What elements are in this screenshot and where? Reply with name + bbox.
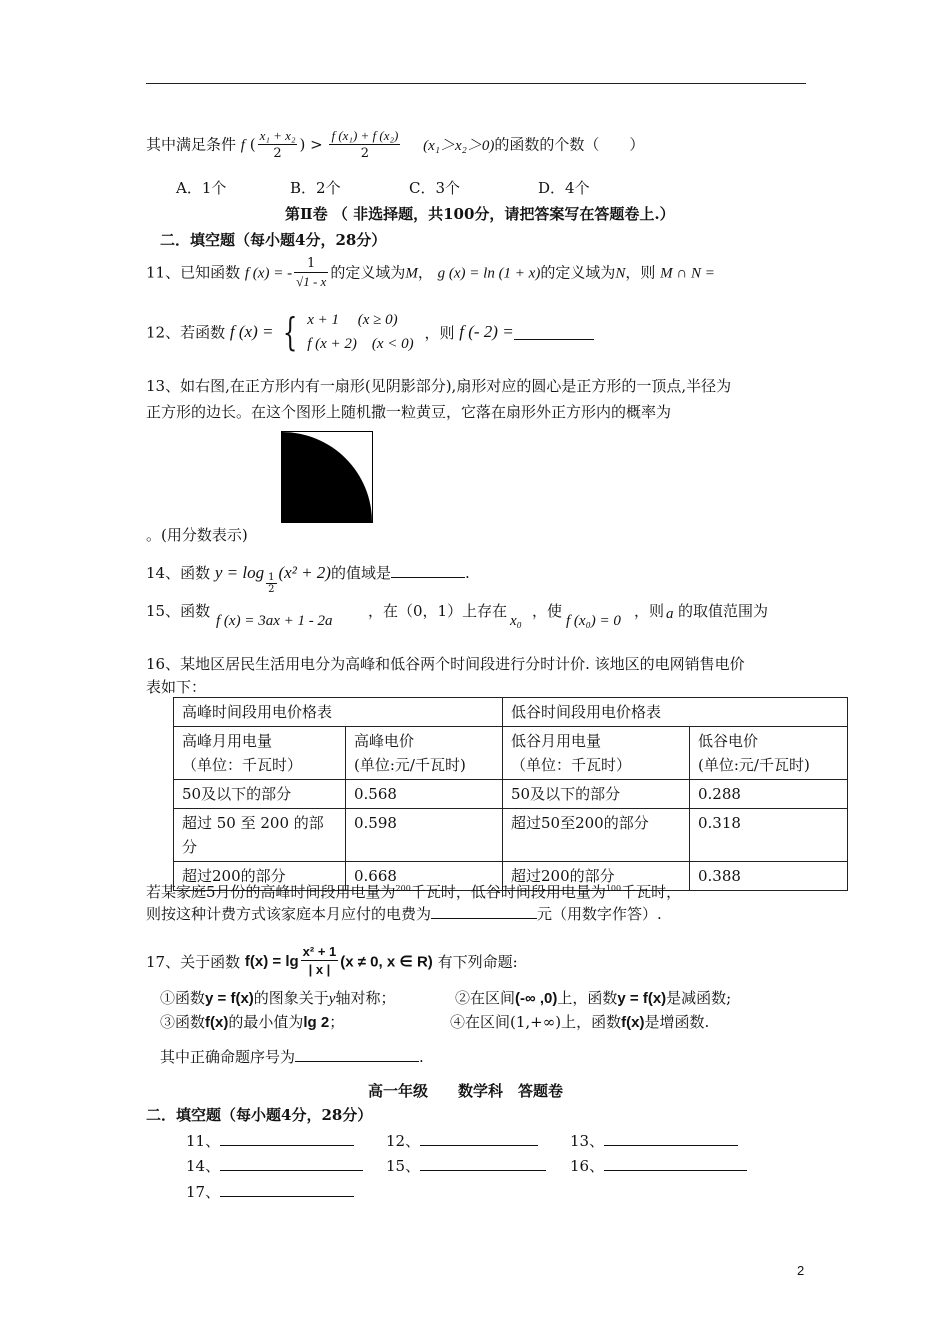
table-row <box>174 780 848 809</box>
col-head-peak-price: 高峰电价 (单位:元/千瓦时) <box>346 727 503 780</box>
answer-line <box>220 1131 354 1146</box>
q15-expr-fx0: f (x₀) = 0 <box>566 613 621 629</box>
answer-line <box>604 1156 747 1171</box>
q11-fraction: $\frac{1}{√1 - x}$ <box>296 256 327 289</box>
answer-slot-15: 15、 <box>386 1155 546 1176</box>
q15-text-e: 的取值范围为 <box>678 602 769 620</box>
answer-line <box>220 1182 354 1197</box>
q12-answer-blank <box>514 325 594 340</box>
q16-line3: 若某家庭5月份的高峰时间段用电量为$^{200}$千瓦时，低谷时间段用电量为$^{100}$千瓦时， <box>146 883 682 901</box>
question-14: 14、函数 y = log $\frac{1}{2}$ (x² + 2)的值域是 . <box>146 563 470 595</box>
q15-x0: x₀ <box>510 613 522 629</box>
q10-option-b: B．2个 <box>290 179 341 197</box>
q13-line3: 。(用分数表示) <box>146 526 248 544</box>
table-cell: 0.568 <box>346 780 503 809</box>
sector-in-square-figure <box>281 431 373 523</box>
col-head-valley-price: 低谷电价 (单位:元/千瓦时) <box>690 727 848 780</box>
table-row <box>174 727 848 780</box>
table-cell: 50及以下的部分 <box>174 780 346 809</box>
q15-expr-f: f (x) = 3ax + 1 - 2a <box>216 613 333 629</box>
answer-line <box>604 1131 738 1146</box>
table-cell: 50及以下的部分 <box>503 780 690 809</box>
header-valley: 低谷时间段用电价格表 <box>503 698 848 727</box>
table-cell: 超过200的部分 <box>174 862 346 891</box>
q13-line1: 13、如右图,在正方形内有一扇形(见阴影部分),扇形对应的圆心是正方形的一顶点,半径为 <box>146 377 732 395</box>
answer-line <box>420 1131 538 1146</box>
q14-answer-blank <box>391 563 465 578</box>
q17-fraction: $\frac{\text{x² + 1}}{| x |}$ <box>302 944 337 977</box>
q15-text-c: ，使 <box>532 602 563 620</box>
part2-title: 第Ⅱ卷 （ 非选择题，共100分，请把答案写在答题卷上.） <box>285 205 675 223</box>
q17-proposition-3: ③函数f(x)的最小值为lg 2； <box>160 1013 345 1031</box>
q17-answer-blank <box>295 1047 419 1062</box>
answer-slot-12: 12、 <box>386 1130 538 1151</box>
q14-log-base: $\frac{1}{2}$ <box>268 572 275 595</box>
question-12: 12、若函数 f (x) = { x + 1 (x ≥ 0) f (x + 2) (x < 0) ，则 f (- 2) = <box>146 308 594 356</box>
q17-proposition-4: ④在区间(1,+∞)上，函数f(x)是增函数. <box>450 1013 710 1031</box>
answer-slot-16: 16、 <box>570 1155 747 1176</box>
table-row <box>174 809 848 862</box>
electricity-price-table <box>173 697 848 891</box>
q16-line1: 16、某地区居民生活用电分为高峰和低谷两个时间段进行分时计价. 该地区的电网销售电价 <box>146 655 745 673</box>
table-cell: 0.668 <box>346 862 503 891</box>
table-cell: 超过50至200的部分 <box>503 809 690 862</box>
question-17: 17、关于函数 f(x) = lg $\frac{\text{x² + 1}}{| x |}$ (x ≠ 0, x ∈ R) 有下列命题: <box>146 944 518 977</box>
q15-text-b: ，在（0，1）上存在 <box>368 602 508 620</box>
answer-slot-11: 11、 <box>186 1130 354 1151</box>
col-head-valley-usage: 低谷月用电量 （单位：千瓦时） <box>503 727 690 780</box>
page-number: 2 <box>797 1263 805 1278</box>
section-fill-heading: 二．填空题（每小题4分，28分） <box>160 231 387 249</box>
table-cell: 0.318 <box>690 809 848 862</box>
q10-option-d: D．4个 <box>538 179 590 197</box>
answer-slot-13: 13、 <box>570 1130 738 1151</box>
table-cell: 0.388 <box>690 862 848 891</box>
q10-lhs-fraction: $\frac{\text{x₁ + x₂}}{2}$ <box>259 128 296 161</box>
header-peak: 高峰时间段用电价格表 <box>174 698 503 727</box>
answer-slot-14: 14、 <box>186 1155 363 1176</box>
q13-line2: 正方形的边长。在这个图形上随机撒一粒黄豆，它落在扇形外正方形内的概率为 <box>146 403 672 421</box>
q10-condition-line: 其中满足条件 f ( $\frac{\text{x₁ + x₂}}{2}$ ) > $\frac{\text{f (x₁) + f (x₂)}}{2}$ (x₁＞x₂＞0)的函数的个数（ ） <box>146 128 645 161</box>
table-cell: 超过200的部分 <box>503 862 690 891</box>
q16-line4: 则按这种计费方式该家庭本月应付的电费为 元（用数字作答）. <box>146 905 662 923</box>
answer-line <box>220 1156 363 1171</box>
answer-line <box>420 1156 546 1171</box>
q17-closing: 其中正确命题序号为 . <box>160 1048 424 1066</box>
q10-rhs-fraction: $\frac{\text{f (x₁) + f (x₂)}}{2}$ <box>331 128 399 161</box>
q15-var-a: a <box>666 606 674 622</box>
q10-option-c: C．3个 <box>409 179 461 197</box>
table-cell: 0.288 <box>690 780 848 809</box>
answer-sheet-title: 高一年级 数学科 答题卷 <box>368 1082 564 1100</box>
header-rule <box>146 83 806 84</box>
q15-text-d: ，则 <box>634 602 665 620</box>
q12-cases: x + 1 (x ≥ 0) f (x + 2) (x < 0) <box>307 312 414 352</box>
q16-answer-blank <box>431 904 537 919</box>
answer-slot-17: 17、 <box>186 1181 354 1202</box>
table-cell: 0.598 <box>346 809 503 862</box>
col-head-peak-usage: 高峰月用电量 （单位：千瓦时） <box>174 727 346 780</box>
question-11: 11、已知函数 f (x) = - $\frac{1}{√1 - x}$ 的定义域为M， g (x) = ln (1 + x)的定义域为N，则 M ∩ N = <box>146 256 715 289</box>
table-cell: 超过 50 至 200 的部分 <box>174 809 346 862</box>
q10-option-a: A．1个 <box>176 179 227 197</box>
q16-line2: 表如下： <box>146 678 207 696</box>
q17-proposition-1: ①函数y = f(x)的图象关于y轴对称； <box>160 989 396 1007</box>
table-header-row <box>174 698 848 727</box>
left-brace-icon: { <box>283 310 298 354</box>
quarter-circle-sector-icon <box>282 432 372 522</box>
question-15: 15、函数 <box>146 602 211 620</box>
q17-proposition-2: ②在区间(-∞ ,0)上，函数y = f(x)是减函数; <box>455 989 732 1007</box>
answer-sheet-section: 二．填空题（每小题4分，28分） <box>146 1106 373 1124</box>
